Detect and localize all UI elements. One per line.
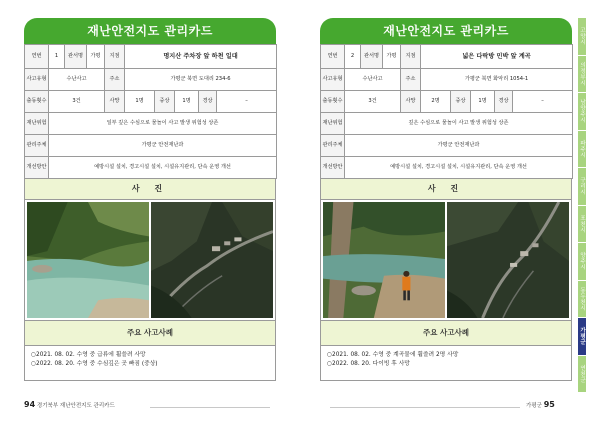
value-town: 가평 [87,45,105,69]
value-injured: 1명 [471,91,495,113]
value-count: 3건 [345,91,401,113]
label-no: 연번 [25,45,49,69]
footer-right-text: 가평군 [526,403,542,409]
photo-section-title: 사 진 [24,179,276,199]
tab-namyangju[interactable]: 남양주시 [578,93,586,131]
photo-area [320,199,572,321]
label-office: 관서명 [361,45,383,69]
management-card-2 [320,18,572,381]
value-minor: – [513,91,573,113]
value-no: 1 [49,45,65,69]
label-addr: 주소 [105,69,125,91]
tab-paju[interactable]: 파주시 [578,131,586,169]
value-type: 수난사고 [345,69,401,91]
region-tabs [578,18,600,393]
label-site: 지점 [105,45,125,69]
value-manager: 가평군 안전재난과 [345,135,573,157]
card-title: 재난안전지도 관리카드 [320,18,572,44]
page-number-right: 95 [543,400,555,409]
label-death: 사망 [105,91,125,113]
value-death: 2명 [421,91,451,113]
tab-guri[interactable]: 구리시 [578,168,586,206]
label-count: 출동횟수 [321,91,345,113]
label-minor: 경상 [199,91,217,113]
label-plan: 개선방안 [321,157,345,179]
value-town: 가평 [383,45,401,69]
label-minor: 경상 [495,91,513,113]
card-title: 재난안전지도 관리카드 [24,18,276,44]
value-site: 명지산 주차장 앞 하천 일대 [125,45,277,69]
label-addr: 주소 [401,69,421,91]
label-risk: 재난위험 [25,113,49,135]
tab-yangju[interactable]: 양주시 [578,243,586,281]
value-minor: – [217,91,277,113]
case-list [320,345,572,381]
value-count: 3건 [49,91,105,113]
label-manager: 관리주체 [25,135,49,157]
value-no: 2 [345,45,361,69]
value-type: 수난사고 [49,69,105,91]
label-risk: 재난위험 [321,113,345,135]
tab-goyang[interactable]: 고양시 [578,18,586,56]
info-table [320,44,573,179]
value-risk: 일부 깊은 수심으로 물놀이 사고 발생 위험성 상존 [49,113,277,135]
value-plan: 예방시설 설치, 경고시설 설치, 시설유지관리, 단속 운영 개선 [49,157,277,179]
info-table [24,44,277,179]
tab-yeoncheon[interactable]: 연천군 [578,356,586,394]
tab-dongducheon[interactable]: 동두천시 [578,281,586,319]
tab-gapyeong[interactable]: 가평군 [578,318,586,356]
footer-left [24,400,115,409]
footer-left-text: 경기북부 재난안전지도 관리카드 [36,403,115,409]
page-number-left: 94 [24,400,36,409]
footer-right [526,400,555,409]
case-section-title: 주요 사고사례 [24,321,276,345]
value-injured: 1명 [175,91,199,113]
photo-area [24,199,276,321]
label-office: 관서명 [65,45,87,69]
photo-section-title: 사 진 [320,179,572,199]
aerial-photo [151,202,273,318]
case-item: ○2021. 08. 02. 수영 중 계곡물에 휩쓸려 2명 사망 [327,352,459,358]
value-addr: 가평군 북면 도대리 234-6 [125,69,277,91]
management-card-1 [24,18,276,381]
case-item: ○2022. 08. 20. 수영 중 수심깊은 곳 빠짐 (중상) [31,360,158,367]
footer-divider [330,407,520,408]
aerial-photo [447,202,569,318]
label-manager: 관리주체 [321,135,345,157]
value-site: 넓은 다락방 민박 앞 계곡 [421,45,573,69]
label-plan: 개선방안 [25,157,49,179]
label-type: 사고유형 [25,69,49,91]
river-photo [27,202,149,318]
case-item: ○2022. 08. 20. 다이빙 후 사망 [327,360,410,367]
label-death: 사망 [401,91,421,113]
value-death: 1명 [125,91,155,113]
label-site: 지점 [401,45,421,69]
value-plan: 예방시설 설치, 경고시설 설치, 시설유지관리, 단속 운영 개선 [345,157,573,179]
label-no: 연번 [321,45,345,69]
case-list [24,345,276,381]
tab-uijeongbu[interactable]: 의정부시 [578,56,586,94]
valley-photo [323,202,445,318]
value-risk: 깊은 수심으로 물놀이 사고 발생 위험성 상존 [345,113,573,135]
label-type: 사고유형 [321,69,345,91]
tab-pocheon[interactable]: 포천시 [578,206,586,244]
footer-divider [150,407,270,408]
case-section-title: 주요 사고사례 [320,321,572,345]
value-addr: 가평군 북면 화악리 1054-1 [421,69,573,91]
label-injured: 중상 [451,91,471,113]
case-item: ○2021. 08. 02. 수영 중 급류에 휩쓸려 사망 [31,352,146,358]
label-injured: 중상 [155,91,175,113]
label-count: 출동횟수 [25,91,49,113]
value-manager: 가평군 안전재난과 [49,135,277,157]
